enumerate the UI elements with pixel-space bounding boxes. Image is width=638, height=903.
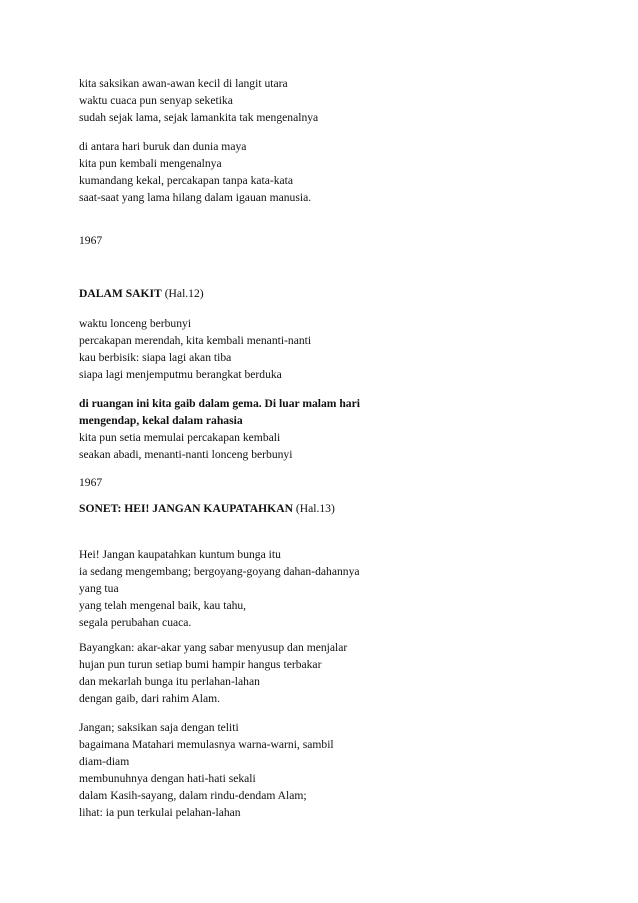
- poem-line: dengan gaib, dari rahim Alam.: [79, 692, 221, 705]
- poem-line: segala perubahan cuaca.: [79, 616, 192, 629]
- poem-line: waktu lonceng berbunyi: [79, 317, 192, 330]
- poem-title-text: SONET: HEI! JANGAN KAUPATAHKAN: [79, 502, 293, 515]
- poem-page-ref: (Hal.12): [164, 287, 204, 300]
- poem-line: yang tua: [79, 582, 119, 595]
- poem-line: bagaimana Matahari memulasnya warna-warni, sambil: [79, 738, 334, 751]
- poem-year: 1967: [79, 476, 103, 489]
- poem-line: diam-diam: [79, 755, 130, 768]
- poem-line: ia sedang mengembang; bergoyang-goyang dahan-dahannya: [79, 565, 360, 578]
- poem-line: Hei! Jangan kaupatahkan kuntum bunga itu: [79, 548, 281, 561]
- poem-line: dalam Kasih-sayang, dalam rindu-dendam Alam;: [79, 789, 307, 802]
- poem-line-bold: mengendap, kekal dalam rahasia: [79, 414, 243, 427]
- poem-line: dan mekarlah bunga itu perlahan-lahan: [79, 675, 260, 688]
- poem-line: di antara hari buruk dan dunia maya: [79, 140, 247, 153]
- poem-line: kau berbisik: siapa lagi akan tiba: [79, 351, 232, 364]
- poem-line: hujan pun turun setiap bumi hampir hangus terbakar: [79, 658, 322, 671]
- poem-line: percakapan merendah, kita kembali menanti-nanti: [79, 334, 312, 347]
- poem-line: waktu cuaca pun senyap seketika: [79, 94, 233, 107]
- poem-line-bold: di ruangan ini kita gaib dalam gema. Di luar malam hari: [79, 397, 360, 410]
- poem-line: kita pun setia memulai percakapan kembali: [79, 431, 281, 444]
- poem-page-ref: (Hal.13): [295, 502, 335, 515]
- poem-line: kumandang kekal, percakapan tanpa kata-kata: [79, 174, 294, 187]
- poem-line: membunuhnya dengan hati-hati sekali: [79, 772, 256, 785]
- poem-line: seakan abadi, menanti-nanti lonceng berbunyi: [79, 448, 293, 461]
- poem-title: [79, 285, 204, 302]
- poem-line: siapa lagi menjemputmu berangkat berduka: [79, 368, 282, 381]
- poem-line: sudah sejak lama, sejak lamankita tak mengenalnya: [79, 111, 319, 124]
- poem-line: Jangan; saksikan saja dengan teliti: [79, 721, 239, 734]
- poem-line: Bayangkan: akar-akar yang sabar menyusup dan menjalar: [79, 641, 348, 654]
- poem-title-text: DALAM SAKIT: [79, 287, 162, 300]
- poem-line: yang telah mengenal baik, kau tahu,: [79, 599, 247, 612]
- poem-title: [79, 500, 335, 517]
- poem-line: kita pun kembali mengenalnya: [79, 157, 222, 170]
- poem-line: kita saksikan awan-awan kecil di langit utara: [79, 77, 288, 90]
- poem-year: 1967: [79, 234, 103, 247]
- poem-line: lihat: ia pun terkulai pelahan-lahan: [79, 806, 241, 819]
- poem-line: saat-saat yang lama hilang dalam igauan manusia.: [79, 191, 312, 204]
